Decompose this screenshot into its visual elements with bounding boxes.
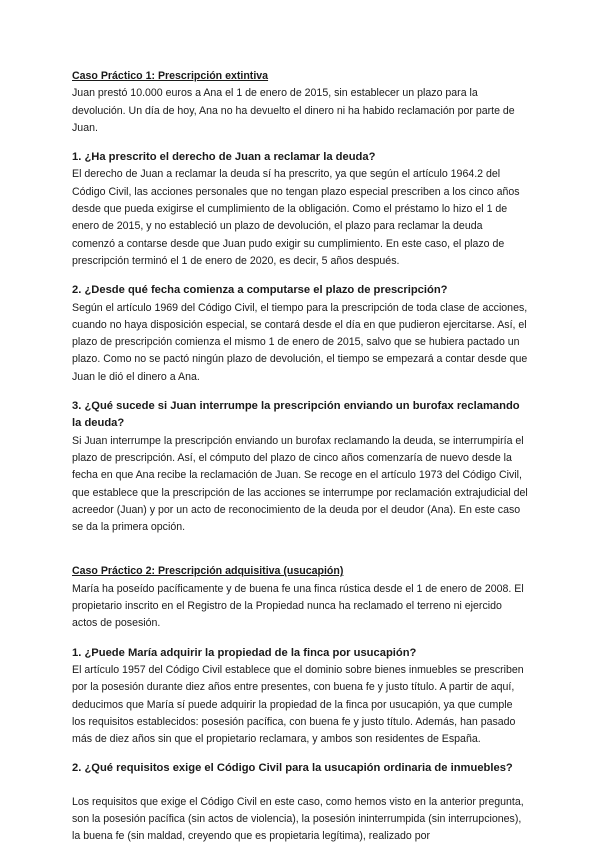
case2-title: Caso Práctico 2: Prescripción adquisitiva (usucapión) <box>72 565 344 578</box>
case1-intro: Juan prestó 10.000 euros a Ana el 1 de enero de 2015, sin establecer un plazo para la devolución. Un día de hoy, Ana no ha devuelto el dinero ni ha habido reclamación por parte de Juan. <box>72 87 515 134</box>
case1-answer-2: Según el artículo 1969 del Código Civil, el tiempo para la prescripción de toda clase de acciones, cuando no haya disposición especial, se contará desde el día en que pudieron ejercitarse. Así, el plazo de prescripción comienza el mismo 1 de enero de 2015, salvo que se hubiera pactado un plazo. Como no se pactó ningún plazo de devolución, el tiempo se empezará a contar desde que Juan le dió el dinero a Ana. <box>72 301 528 383</box>
case1-question-1: 1. ¿Ha prescrito el derecho de Juan a reclamar la deuda? <box>72 151 376 164</box>
case1-question-3: 3. ¿Qué sucede si Juan interrumpe la prescripción enviando un burofax reclamando la deuda? <box>72 400 520 430</box>
case1-title: Caso Práctico 1: Prescripción extintiva <box>72 70 269 82</box>
case2-question-1: 1. ¿Puede María adquirir la propiedad de la finca por usucapión? <box>72 646 417 659</box>
case2-question-2: 2. ¿Qué requisitos exige el Código Civil para la usucapión ordinaria de inmuebles? <box>72 762 513 775</box>
case2-intro: María ha poseído pacíficamente y de buena fe una finca rústica desde el 1 de enero de 2008. El propietario inscrito en el Registro de la Propiedad nunca ha reclamado el terreno ni ejercido actos de posesión. <box>72 582 524 630</box>
document-page <box>72 68 528 846</box>
case1-answer-3: Si Juan interrumpe la prescripción enviando un burofax reclamando la deuda, se interrumpiría el plazo de prescripción. Así, el cómputo del plazo de cinco años comenzaría de nuevo desde la fecha en que Ana recibe la reclamación de Juan. Se recoge en el artículo 1973 del Código Civil, que establece que la prescripción de las acciones se interrumpe por reclamación extrajudicial del acreedor (Juan) y por un acto de reconocimiento de la deuda por el deudor (Ana). En este caso se da la primera opción. <box>72 434 528 534</box>
case2-answer-1: El artículo 1957 del Código Civil establece que el dominio sobre bienes inmuebles se prescriben por la posesión durante diez años entre presentes, con buena fe y justo título. A partir de aquí, deducimos que María sí puede adquirir la propiedad de la finca por usucapión, ya que cumple los requisitos establecidos: posesión pacífica, con buena fe y justo título. Además, han pasado más de diez años sin que el propietario reclamara, y ambos son residentes de España. <box>72 663 524 746</box>
case1-question-2: 2. ¿Desde qué fecha comienza a computarse el plazo de prescripción? <box>72 284 448 297</box>
case1-answer-1: El derecho de Juan a reclamar la deuda sí ha prescrito, ya que según el artículo 1964.2 del Código Civil, las acciones personales que no tengan plazo especial prescriben a los cinco años desde que pueda exigirse el cumplimiento de la obligación. Como el préstamo lo hizo el 1 de enero de 2015, y no estableció un plazo de devolución, el plazo para reclamar la deuda comenzó a contarse desde que Juan pudo exigir su cumplimiento. En este caso, el plazo de prescripción terminó el 1 de enero de 2020, es decir, 5 años después. <box>72 168 520 267</box>
case2-answer-2: Los requisitos que exige el Código Civil en este caso, como hemos visto en la anterior pregunta, son la posesión pacífica (sin actos de violencia), la posesión ininterrumpida (sin interrupciones), la buena fe (sin maldad, creyendo que es propietaria legítima), realizado por <box>72 795 524 843</box>
